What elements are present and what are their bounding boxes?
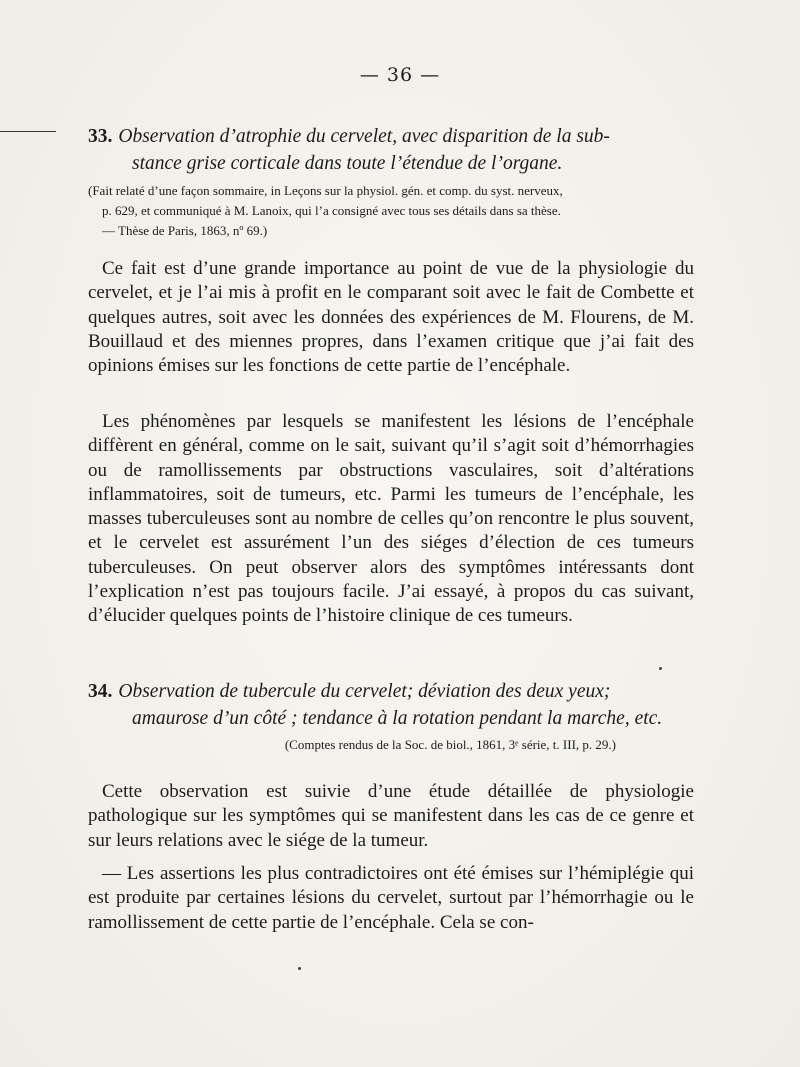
section-33-number: 33. (88, 126, 113, 147)
paragraph-2-text: Les phénomènes par lesquels se manifestent les lésions de l’encéphale diffèrent en général, comme on le sait, suivant qu’il s’agit soit d’hémorrhagies ou de ramollissements par obstructions vasculaires, soit d’altérations inflammatoires, soit de tumeurs, etc. Parmi les tumeurs de l’encéphale, les masses tuberculeuses sont au nombre de celles qu’on rencontre le plus souvent, et le cervelet est assurément l’un des siéges d’élection de ces tumeurs tuberculeuses. On peut observer alors des symptômes intéressants dont l’explication n’est pas toujours facile. J’ai essayé, à propos du cas suivant, d’élucider quelques points de l’histoire clinique de ces tumeurs. (88, 411, 694, 627)
section-34-title-line1: Observation de tubercule du cervelet; déviation des deux yeux; (118, 681, 611, 702)
section-34-number: 34. (88, 681, 113, 702)
section-33-note-line3: — Thèse de Paris, 1863, nº 69.) (102, 223, 268, 238)
paragraph-3 (88, 780, 694, 853)
section-33-note-line2: p. 629, et communiqué à M. Lanoix, qui l’a consigné avec tous ses détails dans sa thèse. (102, 203, 561, 218)
paragraph-3-text: Cette observation est suivie d’une étude détaillée de physiologie pathologique sur les symptômes qui se manifestent dans les cas de ce genre et sur leurs relations avec le siége de la tumeur. (88, 781, 694, 851)
paragraph-1-text: Ce fait est d’une grande importance au point de vue de la physiologie du cervelet, et je l’ai mis à profit en le comparant soit avec le fait de Combette et quelques autres, soit avec les données des expériences de M. Flourens, de M. Bouillaud et des miennes propres, dans l’examen critique que j’ai fait des opinions émises sur les fonctions de cette partie de l’encéphale. (88, 258, 694, 377)
section-33-title-line1: Observation d’atrophie du cervelet, avec disparition de la sub- (118, 126, 610, 147)
paragraph-4 (88, 862, 694, 935)
paragraph-4-text: — Les assertions les plus contradictoires ont été émises sur l’hémiplégie qui est produite par certaines lésions du cervelet, surtout par l’hémorrhagie ou le ramollissement de cette partie de l’encéphale. Cela se con- (88, 863, 694, 933)
section-34-citation (88, 737, 694, 753)
margin-rule (0, 131, 56, 132)
paragraph-1 (88, 257, 694, 378)
ink-speck (659, 667, 662, 670)
section-34-heading (88, 678, 694, 732)
section-33-note (88, 181, 694, 241)
section-33-title-line2: stance grise corticale dans toute l’étendue de l’organe. (132, 153, 563, 174)
paragraph-2 (88, 410, 694, 629)
section-33-heading (88, 123, 694, 177)
section-34-citation-text: (Comptes rendus de la Soc. de biol., 1861, 3ᵉ série, t. III, p. 29.) (284, 737, 616, 752)
page-number: — 36 — (359, 64, 441, 86)
ink-speck (298, 967, 301, 970)
section-33-note-line1: (Fait relaté d’une façon sommaire, in Leçons sur la physiol. gén. et comp. du syst. nerveux, (88, 183, 563, 198)
section-34-title-line2: amaurose d’un côté ; tendance à la rotation pendant la marche, etc. (132, 708, 663, 729)
